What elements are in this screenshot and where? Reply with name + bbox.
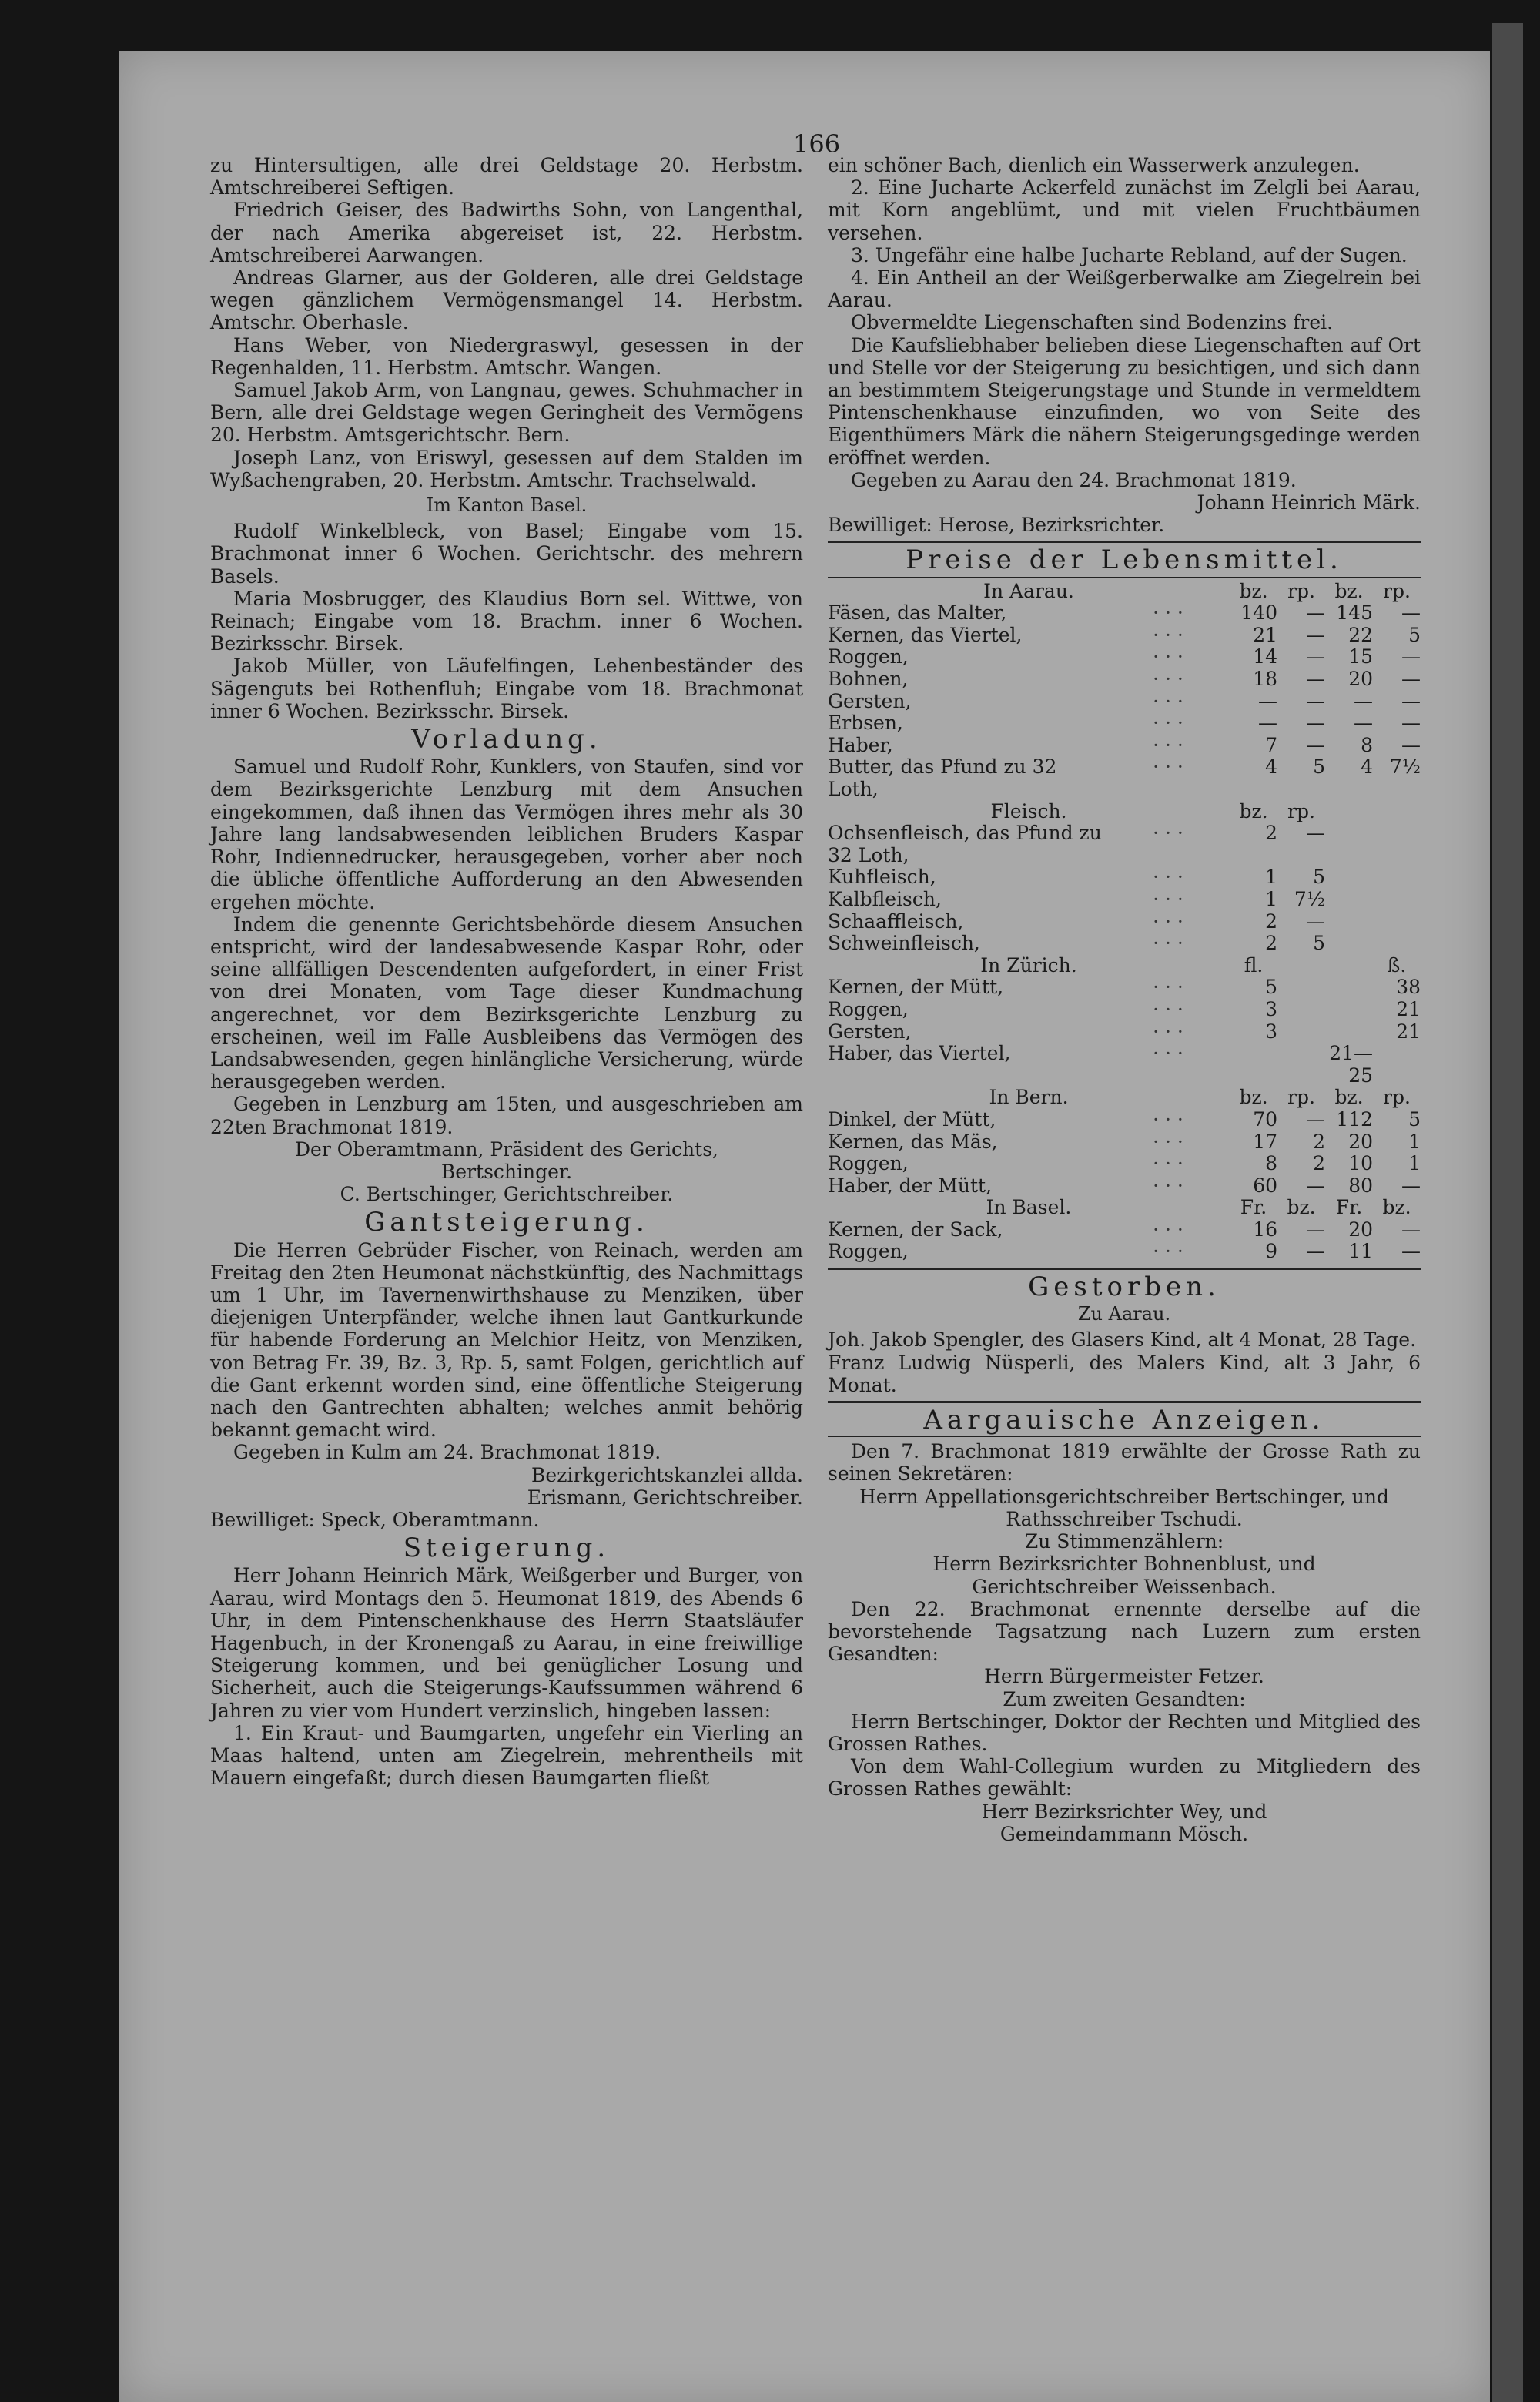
leader-dots: · · · (1153, 910, 1183, 933)
price-unit-header (1373, 801, 1421, 823)
price-value (1325, 933, 1373, 955)
paragraph: Bewilliget: Herose, Bezirksrichter. (828, 514, 1165, 537)
paragraph: Friedrich Geiser, des Badwirths Sohn, von Langenthal, der nach Amerika abgereiset ist, 22. Herbstm. Amtschreiberei Aarwangen. (210, 199, 803, 266)
price-value: 5 (1408, 623, 1421, 646)
price-value: 21 (1396, 997, 1421, 1020)
paragraph: Herrn Bertschinger, Doktor der Rechten und Mitglied des Grossen Rathes. (828, 1710, 1421, 1755)
paragraph: Gerichtschreiber Weissenbach. (972, 1575, 1277, 1598)
price-value (1325, 889, 1373, 911)
price-row (828, 1109, 1421, 1131)
price-value (1277, 1043, 1325, 1087)
heading-vorladung: Vorladung. (411, 724, 602, 755)
paragraph: Herrn Bezirksrichter Bohnenblust, und (932, 1553, 1316, 1576)
price-item: Butter, das Pfund zu 32 Loth, (828, 755, 1057, 800)
price-value (1373, 911, 1421, 933)
price-row (828, 1043, 1421, 1087)
price-value: 2 (1313, 1130, 1325, 1153)
paragraph: Herrn Bürgermeister Fetzer. (984, 1665, 1264, 1688)
price-value: — (1306, 910, 1325, 933)
signature-line: Bezirkgerichtskanzlei allda. (531, 1463, 803, 1486)
price-value: — (1401, 668, 1421, 691)
price-row (828, 756, 1421, 800)
price-value (1325, 822, 1373, 866)
price-item: Roggen, (828, 1152, 909, 1175)
price-group-label: In Bern. (989, 1086, 1069, 1109)
price-item: Haber, der Mütt, (828, 1174, 993, 1197)
price-row (828, 602, 1421, 625)
price-value: 5 (1313, 932, 1325, 955)
paragraph: Herr Bezirksrichter Wey, und (981, 1800, 1267, 1823)
price-item: Ochsenfleisch, das Pfund zu 32 Loth, (828, 822, 1102, 866)
price-value: 4 (1361, 755, 1373, 779)
paragraph: Von dem Wahl-Collegium wurden zu Mitgliedern des Grossen Rathes gewählt: (828, 1755, 1421, 1801)
price-value: 70 (1253, 1107, 1277, 1131)
price-group-label: In Aarau. (983, 579, 1074, 602)
price-value: 145 (1336, 601, 1373, 625)
leader-dots: · · · (1153, 1042, 1183, 1065)
price-value: 1 (1408, 1152, 1421, 1175)
price-unit-header: rp. (1287, 799, 1315, 822)
price-value: 21 (1396, 1020, 1421, 1043)
price-value (1325, 1021, 1373, 1044)
divider (828, 1436, 1421, 1437)
price-unit-header (1277, 955, 1325, 977)
leader-dots: · · · (1153, 1020, 1183, 1043)
paragraph: Bewilliget: Speck, Oberamtmann. (210, 1508, 540, 1531)
leader-dots: · · · (1153, 1152, 1183, 1175)
paragraph: Gegeben zu Aarau den 24. Brachmonat 1819. (851, 468, 1297, 491)
price-row (828, 977, 1421, 999)
price-row (828, 999, 1421, 1021)
price-row (828, 1153, 1421, 1175)
price-group-header (828, 1087, 1421, 1109)
price-value (1325, 866, 1373, 889)
leader-dots: · · · (1153, 712, 1183, 735)
price-item: Erbsen, (828, 712, 903, 735)
price-value: 18 (1253, 668, 1277, 691)
price-value: 11 (1348, 1240, 1373, 1263)
price-row (828, 1175, 1421, 1198)
price-value: 9 (1265, 1240, 1277, 1263)
price-value: 2 (1313, 1152, 1325, 1175)
price-item: Kuhfleisch, (828, 866, 936, 889)
paragraph: Obvermeldte Liegenschaften sind Bodenzins frei. (851, 311, 1334, 334)
price-value: 5 (1408, 1107, 1421, 1131)
price-value: 112 (1336, 1107, 1373, 1131)
price-value: 10 (1348, 1152, 1373, 1175)
price-value: — (1306, 1174, 1325, 1197)
paragraph: Andreas Glarner, aus der Golderen, alle drei Geldstage wegen gänzlichem Vermögensmangel 14. Herbstm. Amtschr. Oberhasle. (210, 266, 803, 334)
price-item: Haber, das Viertel, (828, 1042, 1011, 1065)
price-value: — (1306, 733, 1325, 756)
price-group-header (828, 955, 1421, 977)
price-row (828, 1241, 1421, 1263)
price-value: — (1306, 623, 1325, 646)
right-column (828, 154, 1421, 1845)
paragraph: Die Kaufsliebhaber belieben diese Liegenschaften auf Ort und Stelle vor der Steigerung zu besichtigen, und sich dann an bestimmtem Steigerungstage und Stunde in vermeldtem Pintenschenkhause einzufinden, wo von Seite des Eigenthümers Märk die nähern Steigerungsgedinge werden eröffnet werden. (828, 333, 1421, 469)
price-item: Kernen, das Viertel, (828, 623, 1023, 646)
price-item: Kernen, der Mütt, (828, 976, 1004, 999)
price-value: 2 (1265, 822, 1277, 845)
paragraph: Jakob Müller, von Läufelfingen, Lehenbeständer des Sägenguts bei Rothenfluh; Eingabe vom 18. Brachmonat inner 6 Wochen. Bezirksschr. Birsek. (210, 655, 803, 722)
price-value: — (1401, 1218, 1421, 1241)
paragraph: 1. Ein Kraut- und Baumgarten, ungefehr ein Vierling an Maas haltend, unten am Ziegelrein, mehrentheils mit Mauern eingefaßt; durch diesen Baumgarten fließt (210, 1721, 803, 1790)
leader-dots: · · · (1153, 1240, 1183, 1263)
price-value (1373, 866, 1421, 889)
price-value: 20 (1348, 1130, 1373, 1153)
price-group-label: Fleisch. (990, 799, 1067, 822)
price-unit-header (1325, 801, 1373, 823)
leader-dots: · · · (1153, 623, 1183, 646)
paragraph: Samuel Jakob Arm, von Langnau, gewes. Schuhmacher in Bern, alle drei Geldstage wegen Geringheit des Vermögens 20. Herbstm. Amtsgerichtschr. Bern. (210, 379, 803, 447)
price-row (828, 735, 1421, 757)
leader-dots: · · · (1153, 976, 1183, 999)
price-value: — (1401, 712, 1421, 735)
price-unit-header: fl. (1244, 953, 1264, 977)
price-value: — (1306, 1218, 1325, 1241)
price-table (828, 581, 1421, 1263)
divider (828, 1268, 1421, 1270)
leader-dots: · · · (1153, 645, 1183, 668)
divider (828, 577, 1421, 578)
price-unit-header: bz. (1239, 1086, 1268, 1109)
price-item: Gersten, (828, 689, 912, 712)
price-value: 3 (1265, 997, 1277, 1020)
price-value (1373, 933, 1421, 955)
price-value: 5 (1265, 976, 1277, 999)
price-value: 20 (1348, 1218, 1373, 1241)
price-row (828, 646, 1421, 668)
paragraph: Rathsschreiber Tschudi. (1006, 1507, 1243, 1530)
leader-dots: · · · (1153, 668, 1183, 691)
paragraph: Zu Stimmenzählern: (1024, 1530, 1224, 1553)
price-row (828, 889, 1421, 911)
price-value: 60 (1253, 1174, 1277, 1197)
price-group-label: In Basel. (986, 1196, 1072, 1219)
price-value: 80 (1348, 1174, 1373, 1197)
price-value: 3 (1265, 1020, 1277, 1043)
heading-gantsteigerung: Gantsteigerung. (364, 1207, 649, 1238)
price-row (828, 712, 1421, 735)
price-value: 20 (1348, 668, 1373, 691)
paragraph: Den 22. Brachmonat ernennte derselbe auf die bevorstehende Tagsatzung nach Luzern zum ersten Gesandten: (828, 1597, 1421, 1666)
price-unit-header: ß. (1387, 953, 1407, 977)
price-value: 21 (1253, 623, 1277, 646)
price-item: Roggen, (828, 1240, 909, 1263)
price-unit-header: rp. (1383, 579, 1411, 602)
heading-preise: Preise der Lebensmittel. (906, 544, 1343, 576)
signature-line: Erismann, Gerichtschreiber. (527, 1486, 803, 1509)
price-value (1373, 1043, 1421, 1087)
leader-dots: · · · (1153, 822, 1183, 845)
paragraph: Die Herren Gebrüder Fischer, von Reinach, werden am Freitag den 2ten Heumonat nächstkünftig, des Nachmittags um 1 Uhr, im Tavernenwirthshause zu Menziken, über diejenigen Unterpfänder, welche ihnen laut Gantkurkunde für habende Forderung an Melchior Heitz, von Menziken, von Betrag Fr. 39, Bz. 3, Rp. 5, samt Folgen, gerichtlich auf die Gant erkennt worden sind, eine öffentliche Steigerung nach den Gantrechten abhalten; welches anmit behörig bekannt gemacht wird. (210, 1238, 803, 1442)
price-item: Fäsen, das Malter, (828, 601, 1007, 625)
price-row (828, 668, 1421, 691)
divider (828, 1401, 1421, 1403)
price-value: — (1401, 689, 1421, 712)
price-group-header (828, 581, 1421, 603)
price-value: — (1401, 645, 1421, 668)
signature-line: Bertschinger. (440, 1160, 573, 1183)
price-value: — (1306, 712, 1325, 735)
left-column (210, 154, 803, 1789)
price-value (1373, 822, 1421, 866)
price-unit-header: rp. (1287, 579, 1315, 602)
price-item: Kernen, das Mäs, (828, 1130, 998, 1153)
price-value: 7 (1265, 733, 1277, 756)
section-subheading: Zu Aarau. (1077, 1303, 1171, 1325)
price-value (1325, 911, 1373, 933)
leader-dots: · · · (1153, 755, 1183, 779)
price-item: Schaaffleisch, (828, 910, 964, 933)
price-value: — (1306, 668, 1325, 691)
paragraph: 3. Ungefähr eine halbe Jucharte Rebland, auf der Sugen. (851, 243, 1408, 266)
price-value (1277, 999, 1325, 1021)
price-value: 1 (1265, 866, 1277, 889)
price-unit-header: rp. (1383, 1086, 1411, 1109)
section-subheading: Im Kanton Basel. (426, 494, 588, 517)
price-value: 17 (1253, 1130, 1277, 1153)
price-value: — (1354, 689, 1373, 712)
paragraph: Gegeben in Lenzburg am 15ten, und ausgeschrieben am 22ten Brachmonat 1819. (210, 1093, 803, 1138)
price-unit-header: bz. (1382, 1196, 1411, 1219)
price-value: — (1401, 733, 1421, 756)
price-row (828, 866, 1421, 889)
price-value: 4 (1265, 755, 1277, 779)
price-row (828, 1021, 1421, 1044)
price-value: 22 (1348, 623, 1373, 646)
price-value: — (1258, 689, 1277, 712)
leader-dots: · · · (1153, 1130, 1183, 1153)
price-unit-header (1325, 955, 1373, 977)
price-value: 7½ (1294, 887, 1325, 910)
paragraph: Gemeindammann Mösch. (999, 1822, 1249, 1845)
price-value: — (1401, 1240, 1421, 1263)
price-unit-header: bz. (1239, 579, 1268, 602)
leader-dots: · · · (1153, 689, 1183, 712)
price-item: Schweinfleisch, (828, 932, 980, 955)
leader-dots: · · · (1153, 932, 1183, 955)
price-value: 2 (1265, 910, 1277, 933)
price-unit-header: bz. (1334, 579, 1364, 602)
price-item: Bohnen, (828, 668, 909, 691)
price-item: Dinkel, der Mütt, (828, 1107, 996, 1131)
price-item: Kalbfleisch, (828, 887, 942, 910)
price-row (828, 933, 1421, 955)
paragraph: Joh. Jakob Spengler, des Glasers Kind, alt 4 Monat, 28 Tage. (828, 1328, 1417, 1352)
heading-gestorben: Gestorben. (1028, 1271, 1220, 1303)
leader-dots: · · · (1153, 733, 1183, 756)
price-unit-header: bz. (1239, 799, 1268, 822)
price-value (1325, 977, 1373, 999)
paragraph: Indem die genennte Gerichtsbehörde diesem Ansuchen entspricht, wird der landesabwesende Kaspar Rohr, oder seine allfälligen Descendenten aufgefordert, in einer Frist von drei Monaten, vom Tage dieser Kundmachung angerechnet, vor dem Bezirksgerichte Lenzburg zu erscheinen, weil im Falle Ausbleibens das Vermögen des Landsabwesenden, gegen hinlängliche Versicherung, würde herausgegeben werden. (210, 913, 803, 1094)
price-value: — (1354, 712, 1373, 735)
paragraph: Den 7. Brachmonat 1819 erwählte der Grosse Rath zu seinen Sekretären: (828, 1440, 1421, 1486)
price-row (828, 691, 1421, 713)
price-unit-header: Fr. (1240, 1196, 1267, 1219)
price-value: — (1306, 822, 1325, 845)
paragraph: Herrn Appellationsgerichtschreiber Bertschinger, und (859, 1485, 1389, 1508)
paragraph: Rudolf Winkelbleck, von Basel; Eingabe vom 15. Brachmonat inner 6 Wochen. Gerichtschr. des mehrern Basels. (210, 520, 803, 588)
paragraph: 2. Eine Jucharte Ackerfeld zunächst im Zelgli bei Aarau, mit Korn angeblümt, und mit vielen Fruchtbäumen versehen. (828, 176, 1421, 244)
price-item: Gersten, (828, 1020, 912, 1043)
leader-dots: · · · (1153, 1107, 1183, 1131)
paragraph: Joseph Lanz, von Eriswyl, gesessen auf dem Stalden im Wyßachengraben, 20. Herbstm. Amtschr. Trachselwald. (210, 446, 803, 491)
page-number: 166 (793, 129, 841, 159)
price-row (828, 1219, 1421, 1241)
paragraph: Franz Ludwig Nüsperli, des Malers Kind, alt 3 Jahr, 6 Monat. (828, 1351, 1421, 1396)
price-group-header (828, 801, 1421, 823)
price-item: Kernen, der Sack, (828, 1218, 1003, 1241)
signature-line: C. Bertschinger, Gerichtschreiber. (340, 1183, 674, 1206)
price-value: 1 (1408, 1130, 1421, 1153)
price-item: Roggen, (828, 997, 909, 1020)
heading-steigerung: Steigerung. (403, 1533, 611, 1564)
paragraph: Hans Weber, von Niedergraswyl, gesessen in der Regenhalden, 11. Herbstm. Amtschr. Wangen. (210, 333, 803, 379)
price-value: — (1306, 645, 1325, 668)
price-unit-header: bz. (1334, 1086, 1364, 1109)
price-value: 1 (1265, 887, 1277, 910)
paragraph: ein schöner Bach, dienlich ein Wasserwerk anzulegen. (828, 154, 1360, 176)
price-value (1277, 1021, 1325, 1044)
heading-anzeigen: Aargauische Anzeigen. (923, 1405, 1325, 1436)
price-row (828, 911, 1421, 933)
paragraph: 4. Ein Antheil an der Weißgerberwalke am Ziegelrein bei Aarau. (828, 266, 1421, 312)
divider (828, 541, 1421, 543)
paragraph: Samuel und Rudolf Rohr, Kunklers, von Staufen, sind vor dem Bezirksgerichte Lenzburg mit dem Ansuchen eingekommen, daß ihnen das Vermögen ihres mehr als 30 Jahre lang landsabwesenden leiblichen Bruders Kaspar Rohr, Indiennedrucker, herausgegeben, vorher aber noch die übliche öffentliche Aufforderung an den Abwesenden ergehen möchte. (210, 755, 803, 913)
paragraph: Maria Mosbrugger, des Klaudius Born sel. Wittwe, von Reinach; Eingabe vom 18. Brachm. inner 6 Wochen. Bezirksschr. Birsek. (210, 587, 803, 655)
price-value: — (1401, 1174, 1421, 1197)
price-value (1277, 977, 1325, 999)
price-row (828, 822, 1421, 866)
price-value: — (1401, 601, 1421, 625)
price-value: 5 (1313, 755, 1325, 779)
price-value: — (1306, 1107, 1325, 1131)
price-value: 8 (1265, 1152, 1277, 1175)
page-edge (1492, 23, 1523, 2402)
price-value: 14 (1253, 645, 1277, 668)
paragraph: zu Hintersultigen, alle drei Geldstage 20. Herbstm. Amtschreiberei Seftigen. (210, 154, 803, 199)
price-value: 38 (1396, 976, 1421, 999)
price-group-header (828, 1197, 1421, 1219)
price-group-label: In Zürich. (980, 953, 1077, 977)
price-value (1373, 889, 1421, 911)
price-value: — (1306, 1240, 1325, 1263)
price-row (828, 625, 1421, 647)
price-value: 15 (1348, 645, 1373, 668)
leader-dots: · · · (1153, 887, 1183, 910)
price-item: Roggen, (828, 645, 909, 668)
price-value: — (1306, 689, 1325, 712)
signature-line: Der Oberamtmann, Präsident des Gerichts, (295, 1137, 718, 1161)
price-value: 8 (1361, 733, 1373, 756)
price-value: — (1306, 601, 1325, 625)
paragraph: Zum zweiten Gesandten: (1003, 1687, 1246, 1710)
price-value: — (1258, 712, 1277, 735)
paragraph: Gegeben in Kulm am 24. Brachmonat 1819. (233, 1441, 661, 1464)
price-value: 140 (1240, 601, 1277, 625)
price-item: Haber, (828, 733, 893, 756)
price-unit-header: bz. (1287, 1196, 1316, 1219)
price-unit-header: Fr. (1335, 1196, 1363, 1219)
price-value: 5 (1313, 866, 1325, 889)
price-value: 21—25 (1329, 1042, 1373, 1087)
price-value: 7½ (1389, 755, 1421, 779)
price-unit-header: rp. (1287, 1086, 1315, 1109)
price-value: 2 (1265, 932, 1277, 955)
price-value (1325, 999, 1373, 1021)
leader-dots: · · · (1153, 601, 1183, 625)
leader-dots: · · · (1153, 997, 1183, 1020)
price-value: 16 (1253, 1218, 1277, 1241)
leader-dots: · · · (1153, 1218, 1183, 1241)
leader-dots: · · · (1153, 1174, 1183, 1197)
signature-line: Johann Heinrich Märk. (1197, 491, 1421, 514)
price-value (1230, 1043, 1277, 1087)
leader-dots: · · · (1153, 866, 1183, 889)
price-row (828, 1131, 1421, 1154)
paragraph: Herr Johann Heinrich Märk, Weißgerber und Burger, von Aarau, wird Montags den 5. Heumonat 1819, des Abends 6 Uhr, in dem Pintenschenkhause des Herrn Staatsläufer Hagenbuch, in der Kronengaß zu Aarau, in eine freiwillige Steigerung kommen, und bei genüglicher Losung und Sicherheit, auch die Steigerungs-Kaufssummen während 6 Jahren zu vier vom Hundert verzinslich, hingeben lassen: (210, 1564, 803, 1722)
